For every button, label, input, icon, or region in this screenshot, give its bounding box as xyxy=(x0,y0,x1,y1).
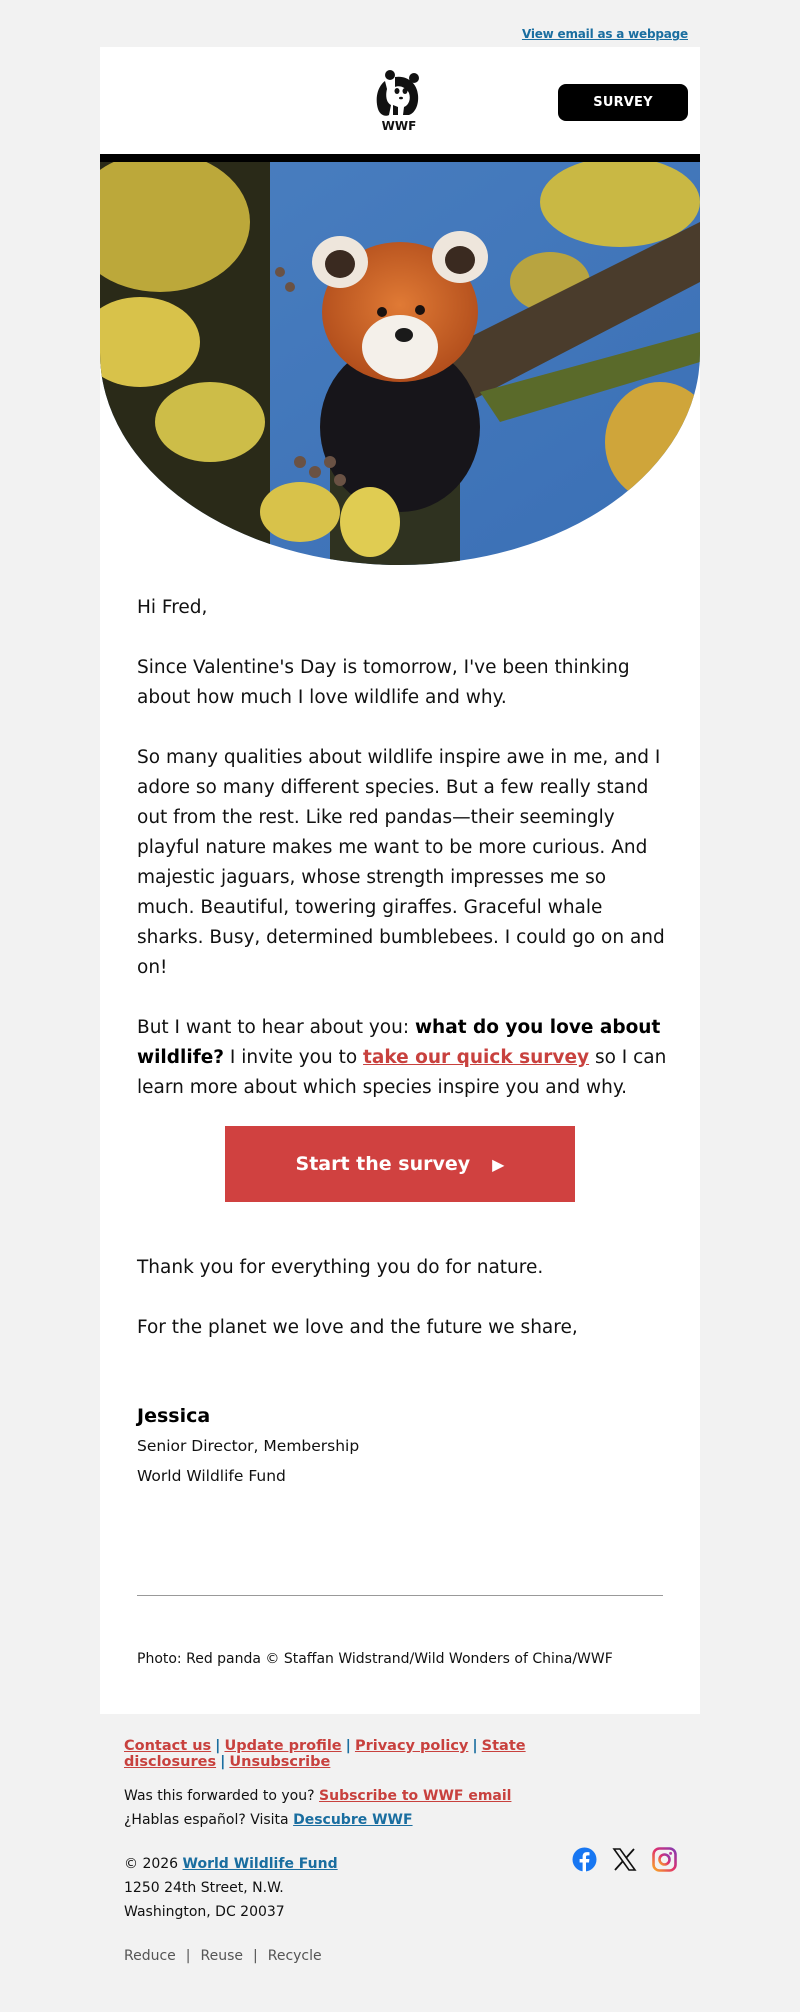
update-profile-link[interactable]: Update profile xyxy=(224,1738,342,1754)
wwf-home-link[interactable]: World Wildlife Fund xyxy=(182,1856,338,1872)
p3-text-a: But I want to hear about you: xyxy=(137,1017,415,1038)
topbar xyxy=(0,0,800,47)
x-twitter-icon[interactable] xyxy=(612,1847,637,1872)
p3-text-c: so I can learn more about which species inspire you and why. xyxy=(137,1047,667,1098)
spanish-text: ¿Hablas español? Visita xyxy=(124,1812,294,1828)
thanks-line: Thank you for everything you do for nature. xyxy=(137,1257,544,1278)
contact-us-link[interactable]: Contact us xyxy=(124,1738,212,1754)
greeting: Hi Fred, xyxy=(137,597,208,618)
paragraph-1: Since Valentine's Day is tomorrow, I've been thinking about how much I love wildlife and why. xyxy=(137,657,630,708)
wwf-panda-logo-icon[interactable] xyxy=(373,69,425,133)
start-survey-button[interactable] xyxy=(225,1126,575,1202)
play-arrow-icon: ▶ xyxy=(492,1154,505,1174)
subscribe-link[interactable]: Subscribe to WWF email xyxy=(319,1788,512,1804)
reuse-text: Reuse xyxy=(200,1948,244,1964)
descubre-wwf-link[interactable]: Descubre WWF xyxy=(293,1812,413,1828)
reduce-reuse-recycle xyxy=(124,1948,684,1964)
p3-bold-question: what do you love about wildlife? xyxy=(137,1017,661,1068)
separator: | xyxy=(220,1754,226,1770)
separator: | xyxy=(253,1948,258,1964)
privacy-policy-link[interactable]: Privacy policy xyxy=(354,1738,469,1754)
unsubscribe-link[interactable]: Unsubscribe xyxy=(229,1754,331,1770)
recycle-text: Recycle xyxy=(267,1948,322,1964)
separator: | xyxy=(472,1738,478,1754)
separator: | xyxy=(345,1738,351,1754)
social-links xyxy=(572,1847,677,1872)
reduce-text: Reduce xyxy=(124,1948,176,1964)
view-as-webpage-link[interactable]: View email as a webpage xyxy=(521,27,688,41)
forwarded-text: Was this forwarded to you? xyxy=(124,1788,320,1804)
signature-name: Jessica xyxy=(137,1405,211,1427)
forwarded-section xyxy=(124,1784,684,1832)
email-card xyxy=(100,47,700,1714)
header-divider-bar xyxy=(100,154,700,162)
state-disclosures-link[interactable]: State disclosures xyxy=(124,1738,526,1770)
signature-org: World Wildlife Fund xyxy=(137,1467,286,1485)
signoff-line: For the planet we love and the future we share, xyxy=(137,1317,578,1338)
instagram-icon[interactable] xyxy=(652,1847,677,1872)
survey-header-button[interactable]: SURVEY xyxy=(558,84,688,121)
signature-title: Senior Director, Membership xyxy=(137,1437,360,1455)
hero-image-red-panda[interactable] xyxy=(100,162,700,565)
email-header xyxy=(100,47,700,154)
svg-text:WWF: WWF xyxy=(381,119,417,133)
p3-text-b: I invite you to xyxy=(224,1047,364,1068)
cta-label: Start the survey xyxy=(295,1153,471,1175)
paragraph-2: So many qualities about wildlife inspire awe in me, and I adore so many different species. But a few really stand out from the rest. Like red pandas—their seemingly playful nature makes me want to be more curious. And majestic jaguars, whose strength impresses me so much. Beautiful, towering giraffes. Graceful whale sharks. Busy, determined bumblebees. I could go on and on! xyxy=(137,747,665,978)
address-line-1: 1250 24th Street, N.W. xyxy=(124,1880,284,1896)
photo-credit: Photo: Red panda © Staffan Widstrand/Wild Wonders of China/WWF xyxy=(137,1651,613,1667)
facebook-icon[interactable] xyxy=(572,1847,597,1872)
separator: | xyxy=(215,1738,221,1754)
footer-links xyxy=(124,1738,684,1770)
copyright-text: © 2026 xyxy=(124,1856,183,1872)
address-line-2: Washington, DC 20037 xyxy=(124,1904,285,1920)
separator: | xyxy=(185,1948,191,1964)
quick-survey-link[interactable]: take our quick survey xyxy=(363,1047,590,1068)
